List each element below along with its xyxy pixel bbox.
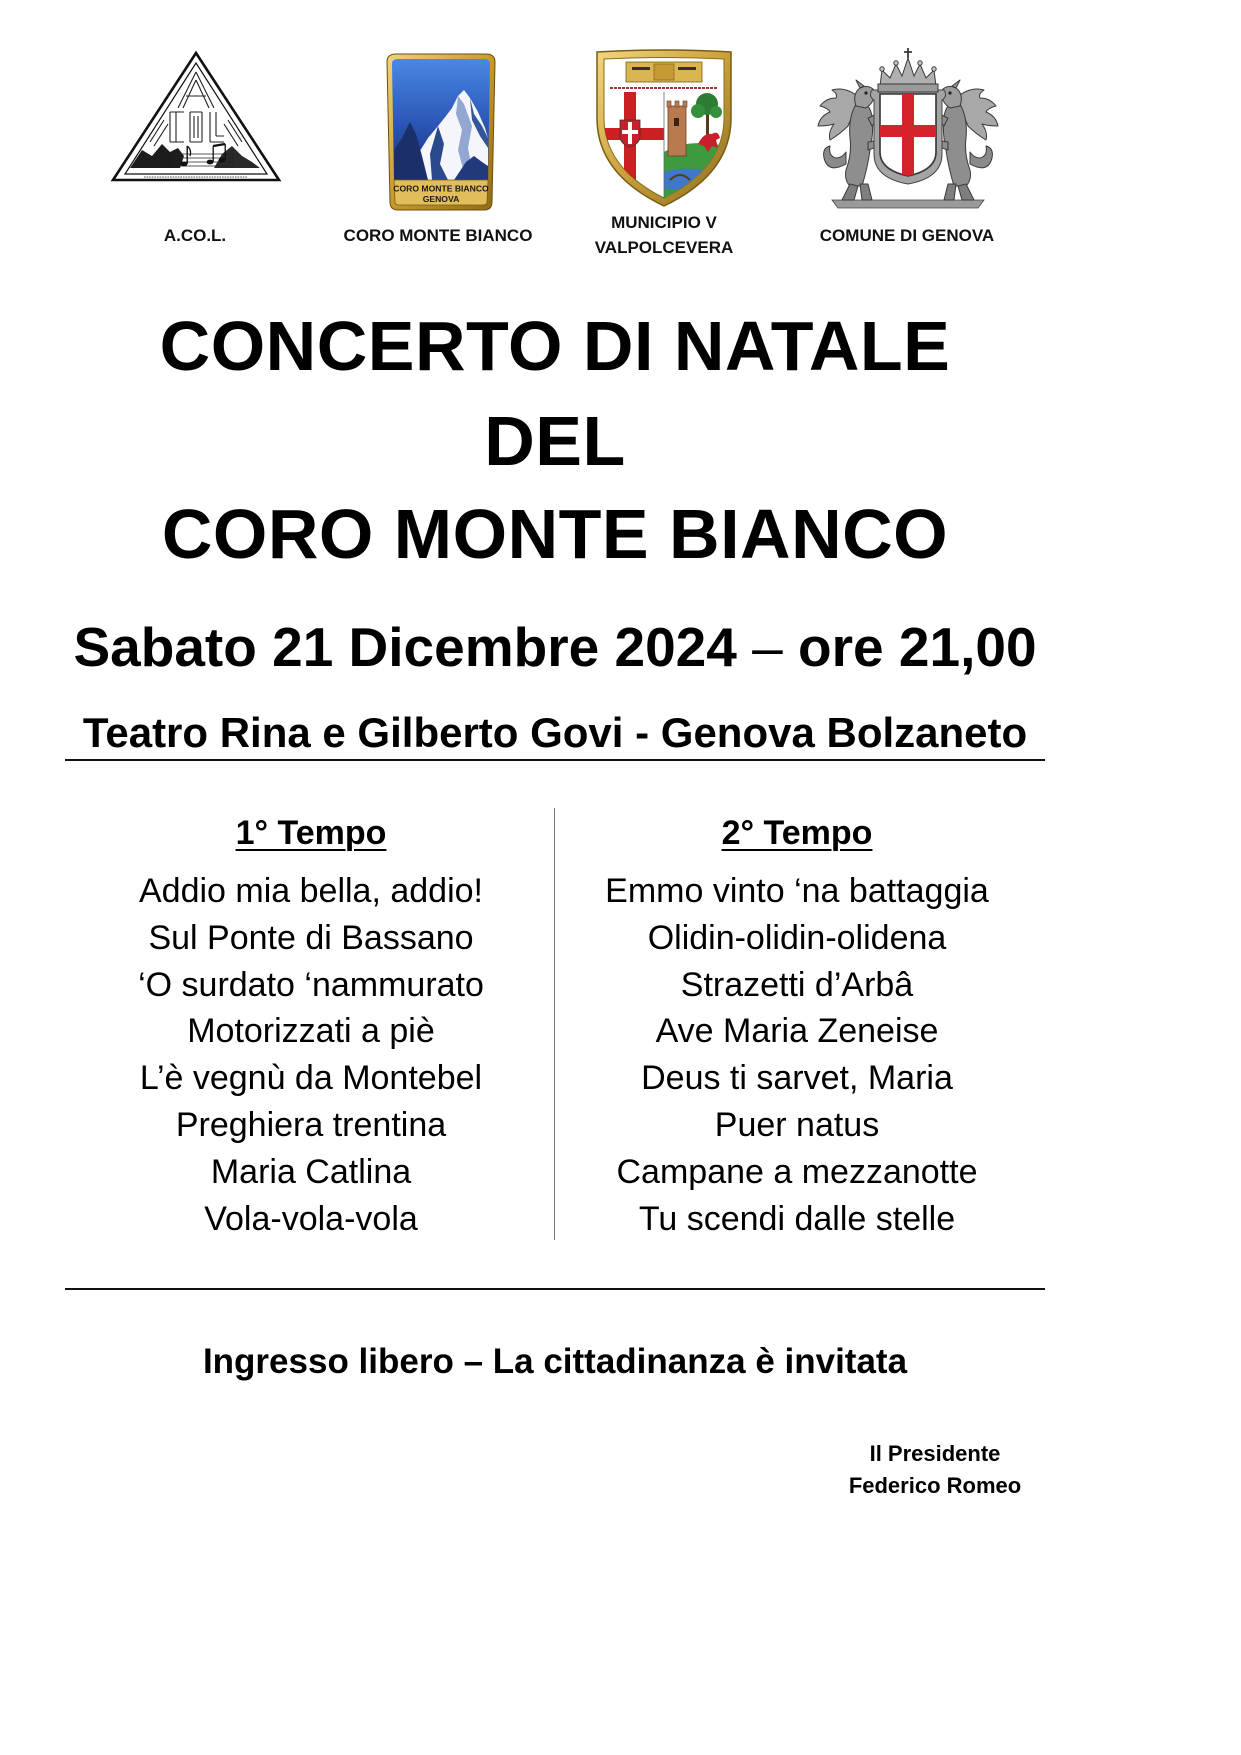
- title-line-1: CONCERTO DI NATALE: [159, 307, 951, 385]
- top-divider: [65, 759, 1045, 761]
- event-time: ore 21,00: [798, 616, 1037, 678]
- badge-lettering-line1: CORO MONTE BIANCO: [393, 183, 489, 194]
- second-half-heading: 2° Tempo: [721, 814, 873, 852]
- municipio-logo: [594, 48, 734, 210]
- song-item: L’è vegnù da Montebel: [139, 1059, 483, 1098]
- song-item: Emmo vinto ‘na battaggia: [605, 872, 989, 910]
- song-item: Vola-vola-vola: [204, 1199, 418, 1238]
- song-item: Sul Ponte di Bassano: [148, 918, 474, 957]
- badge-lettering-line2: GENOVA: [422, 194, 460, 204]
- first-half-song-list: [66, 868, 556, 1242]
- signature-name: Federico Romeo: [848, 1473, 1022, 1498]
- song-item: Ave Maria Zeneise: [655, 1012, 939, 1051]
- municipio-label-line1: MUNICIPIO V: [611, 213, 717, 232]
- song-item: Maria Catlina: [210, 1152, 412, 1191]
- event-venue: Teatro Rina e Gilberto Govi - Genova Bolzaneto: [82, 709, 1028, 756]
- comune-label: COMUNE DI GENOVA: [819, 226, 995, 245]
- song-item: Deus ti sarvet, Maria: [641, 1059, 953, 1098]
- song-item: ‘O surdato ‘nammurato: [138, 965, 484, 1004]
- bottom-divider: [65, 1288, 1045, 1290]
- municipio-label-line2: VALPOLCEVERA: [594, 238, 734, 257]
- acol-logo: [110, 50, 282, 186]
- second-half-song-list: [552, 868, 1042, 1242]
- comune-genova-logo: [812, 46, 1004, 210]
- song-item: Puer natus: [714, 1105, 880, 1144]
- song-item: Strazetti d’Arbâ: [680, 965, 914, 1004]
- first-half-heading: 1° Tempo: [235, 814, 387, 852]
- program-first-half: [66, 816, 556, 1246]
- event-date: Sabato 21 Dicembre 2024: [73, 616, 737, 678]
- admission-note: Ingresso libero – La cittadinanza è invitata: [202, 1342, 908, 1381]
- event-separator: –: [752, 616, 783, 678]
- song-item: Addio mia bella, addio!: [138, 872, 483, 910]
- coro-label: CORO MONTE BIANCO: [343, 226, 533, 245]
- song-item: Olidin-olidin-olidena: [647, 918, 947, 957]
- event-date-line: [0, 616, 1110, 678]
- acol-label: A.CO.L.: [163, 226, 227, 245]
- song-item: Tu scendi dalle stelle: [638, 1199, 956, 1238]
- title-line-3: CORO MONTE BIANCO: [161, 495, 949, 573]
- signature-role: Il Presidente: [869, 1441, 1001, 1466]
- song-item: Motorizzati a piè: [187, 1012, 435, 1051]
- coro-monte-bianco-logo: [384, 52, 498, 212]
- program-second-half: [552, 816, 1042, 1246]
- crown: [878, 48, 938, 92]
- title-line-2: DEL: [484, 402, 626, 480]
- song-item: Campane a mezzanotte: [616, 1152, 978, 1191]
- song-item: Preghiera trentina: [175, 1105, 447, 1144]
